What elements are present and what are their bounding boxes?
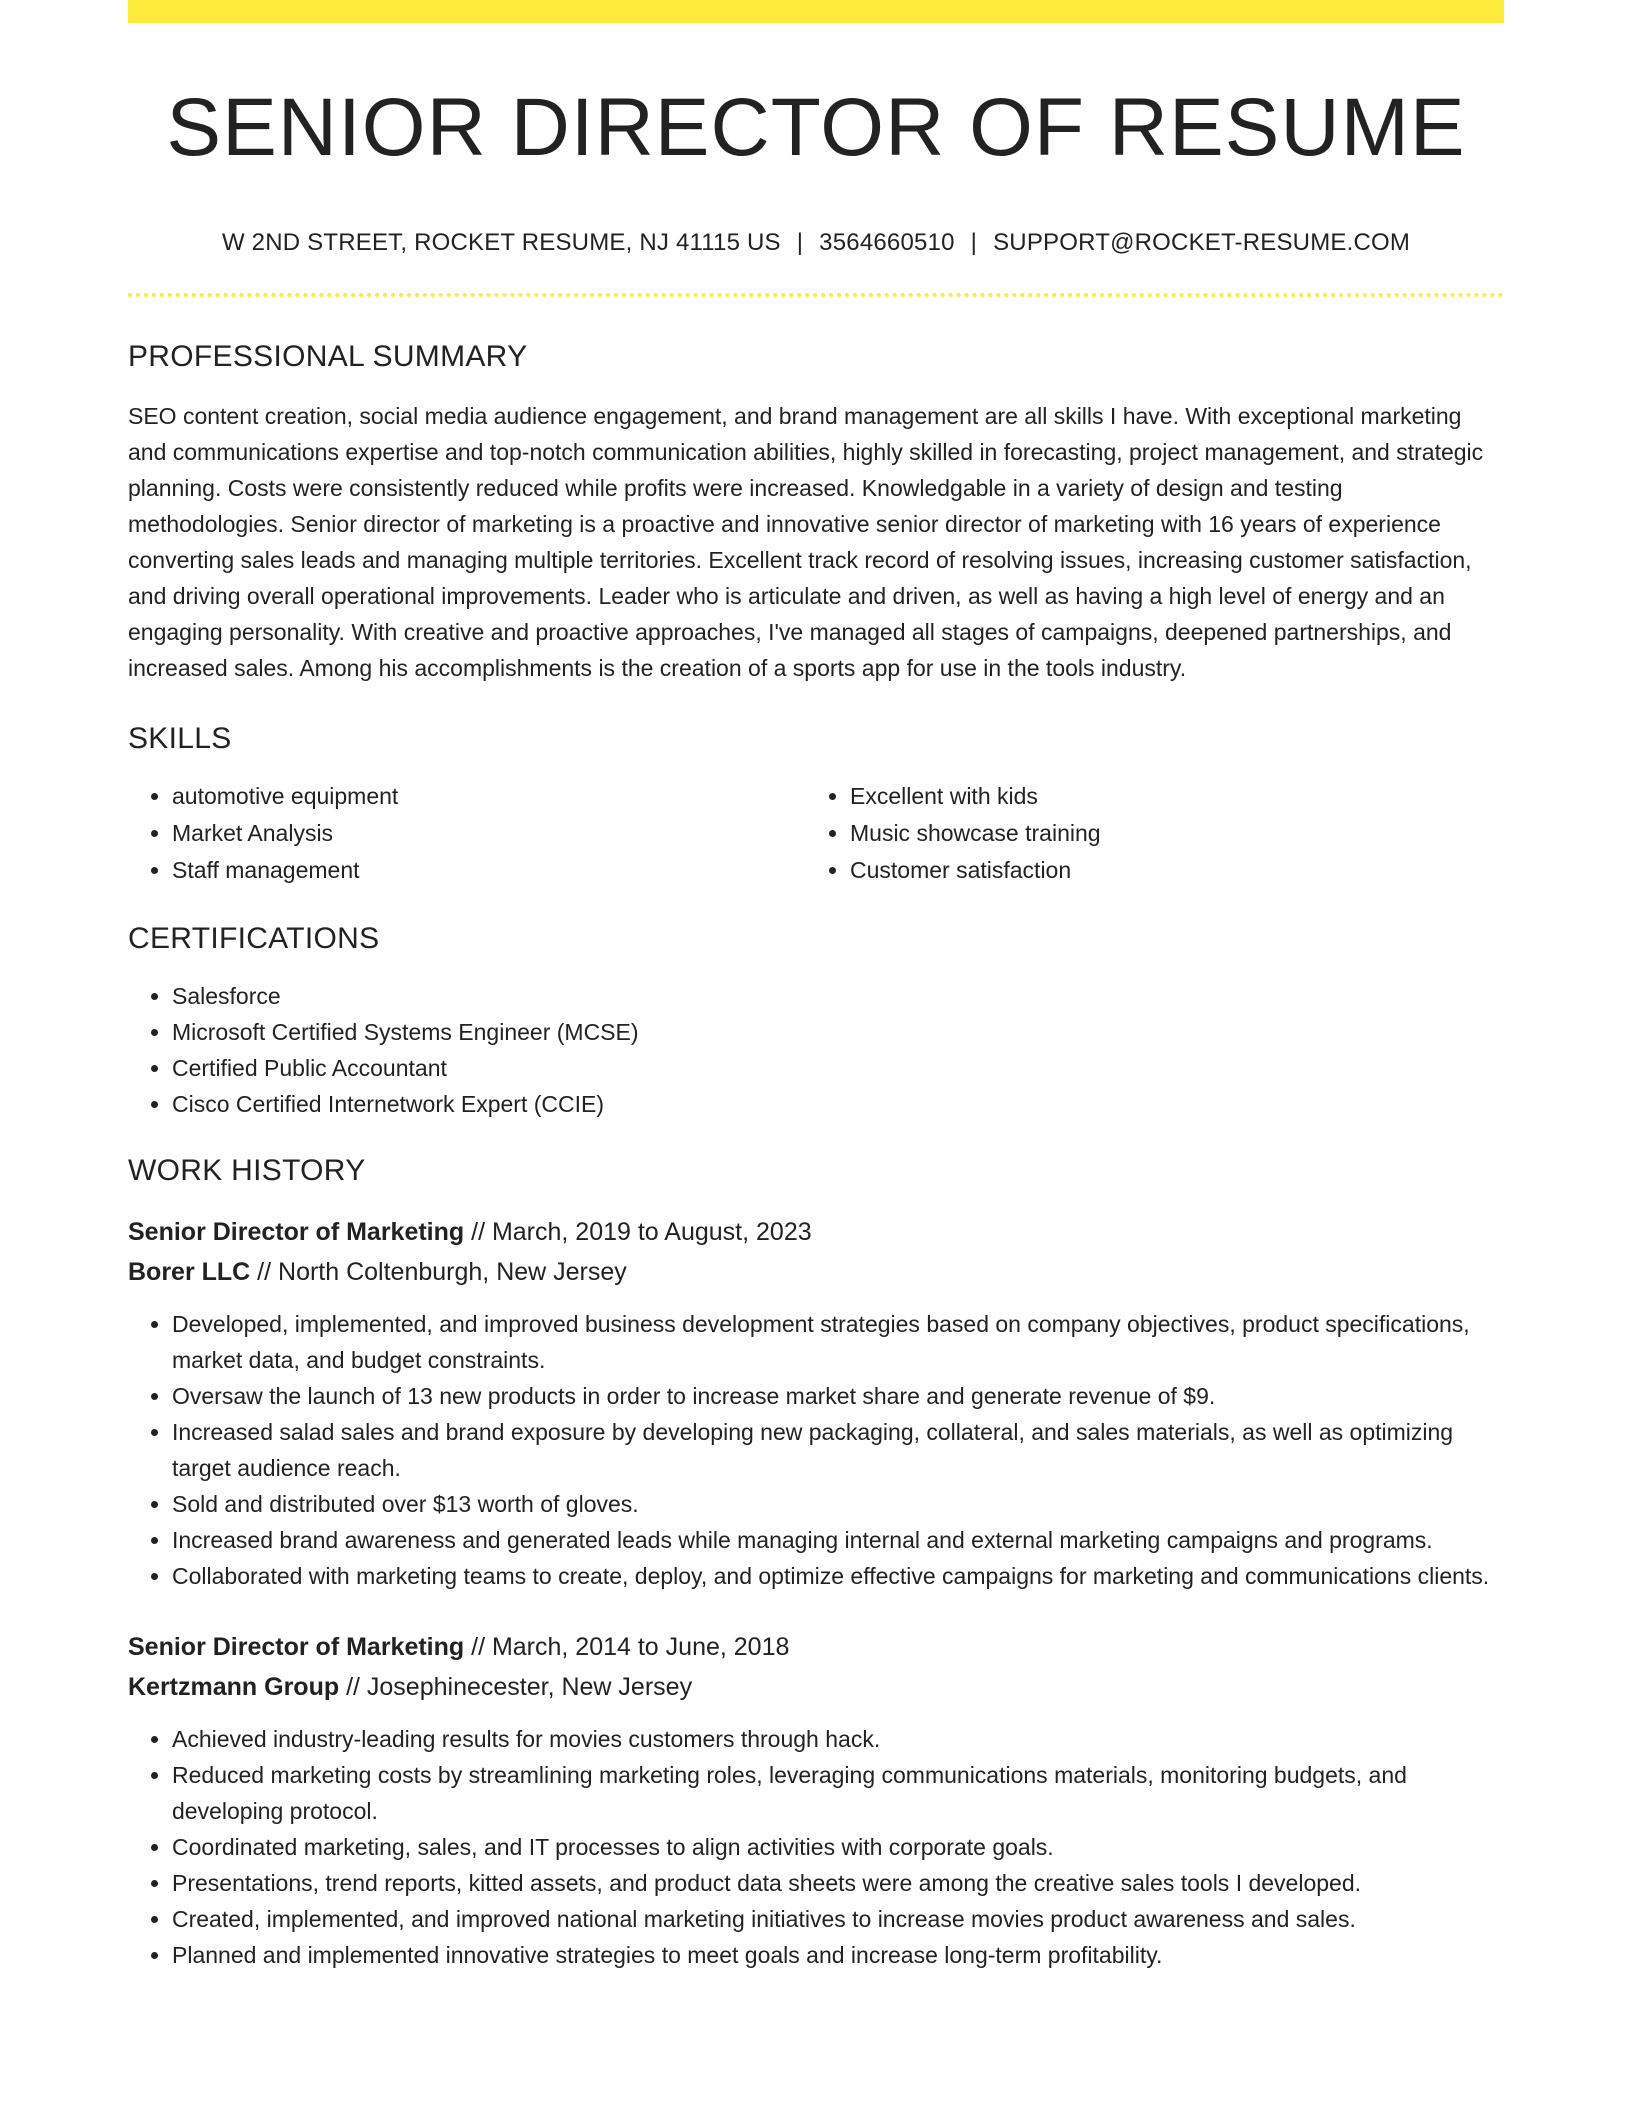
job-bullet: • Oversaw the launch of 13 new products in order to increase market share and generate revenue of $9. [172,1378,1504,1414]
job-bullet: • Increased salad sales and brand exposure by developing new packaging, collateral, and sales materials, as well as optimizing target audience reach. [172,1414,1504,1486]
job-bullet: • Sold and distributed over $13 worth of gloves. [172,1486,1504,1522]
job-dates: // March, 2014 to June, 2018 [464,1633,790,1662]
certifications-list [128,978,1504,1122]
job-dates: // March, 2019 to August, 2023 [464,1218,812,1247]
certification-item: • Microsoft Certified Systems Engineer (MCSE) [172,1014,1504,1050]
skills-grid [128,778,1504,889]
job-bullets [128,1721,1504,1973]
skill-item: • Excellent with kids [850,778,1484,815]
skills-column-left [128,778,806,889]
skills-column-right [806,778,1484,889]
job-company: Kertzmann Group [128,1673,340,1702]
skill-item: • Market Analysis [172,815,806,852]
job-title-line [128,1212,1504,1252]
job-entry [128,1212,1504,1594]
job-location: // Josephinecester, New Jersey [339,1673,693,1702]
summary-heading: PROFESSIONAL SUMMARY [128,340,528,374]
skill-item: • Music showcase training [850,815,1484,852]
skill-item: • Customer satisfaction [850,852,1484,889]
skills-list-left [128,778,806,889]
resume-page [128,0,1504,1973]
job-location: // North Coltenburgh, New Jersey [250,1258,627,1287]
accent-bar [128,0,1504,23]
job-company: Borer LLC [128,1258,251,1287]
work-history-heading: WORK HISTORY [128,1154,366,1188]
certification-item: • Certified Public Accountant [172,1050,1504,1086]
job-bullet: • Coordinated marketing, sales, and IT processes to align activities with corporate goals. [172,1829,1504,1865]
contact-phone: 3564660510 [819,229,955,257]
contact-separator: | [796,229,804,257]
job-bullets [128,1306,1504,1594]
dotted-divider [128,293,1504,297]
job-bullet: • Reduced marketing costs by streamlining marketing roles, leveraging communications materials, monitoring budgets, and developing protocol. [172,1757,1504,1829]
job-bullet: • Increased brand awareness and generated leads while managing internal and external marketing campaigns and programs. [172,1522,1504,1558]
job-title: Senior Director of Marketing [128,1633,465,1662]
skills-heading: SKILLS [128,722,232,756]
certification-item: • Cisco Certified Internetwork Expert (CCIE) [172,1086,1504,1122]
contact-line [128,229,1504,257]
skills-list-right [806,778,1484,889]
job-bullet: • Presentations, trend reports, kitted assets, and product data sheets were among the creative sales tools I developed. [172,1865,1504,1901]
job-title: Senior Director of Marketing [128,1218,465,1247]
job-bullet: • Created, implemented, and improved national marketing initiatives to increase movies product awareness and sales. [172,1901,1504,1937]
job-entry [128,1627,1504,1973]
job-bullet: • Collaborated with marketing teams to create, deploy, and optimize effective campaigns for marketing and communications clients. [172,1558,1504,1594]
job-company-line [128,1252,1504,1292]
job-title-line [128,1627,1504,1667]
job-bullet: • Planned and implemented innovative strategies to meet goals and increase long-term profitability. [172,1937,1504,1973]
resume-name: SENIOR DIRECTOR OF RESUME [166,82,1466,173]
contact-email: SUPPORT@ROCKET-RESUME.COM [993,229,1411,257]
skill-item: • Staff management [172,852,806,889]
contact-separator: | [970,229,978,257]
certification-item: • Salesforce [172,978,1504,1014]
job-company-line [128,1667,1504,1707]
contact-address: W 2ND STREET, ROCKET RESUME, NJ 41115 US [221,229,781,257]
certifications-heading: CERTIFICATIONS [128,922,380,956]
skill-item: • automotive equipment [172,778,806,815]
job-bullet: • Developed, implemented, and improved business development strategies based on company objectives, product specifications, market data, and budget constraints. [172,1306,1504,1378]
job-bullet: • Achieved industry-leading results for movies customers through hack. [172,1721,1504,1757]
summary-text: SEO content creation, social media audience engagement, and brand management are all skills I have. With exceptional marketing and communications expertise and top-notch communication abilities, highly skilled in forecasting, project management, and strategic planning. Costs were consistently reduced while profits were increased. Knowledgable in a variety of design and testing methodologies. Senior director of marketing is a proactive and innovative senior director of marketing with 16 years of experience converting sales leads and managing multiple territories. Excellent track record of resolving issues, increasing customer satisfaction, and driving overall operational improvements. Leader who is articulate and driven, as well as having a high level of energy and an engaging personality. With creative and proactive approaches, I've managed all stages of campaigns, deepened partnerships, and increased sales. Among his accomplishments is the creation of a sports app for use in the tools industry. [128,403,1484,682]
